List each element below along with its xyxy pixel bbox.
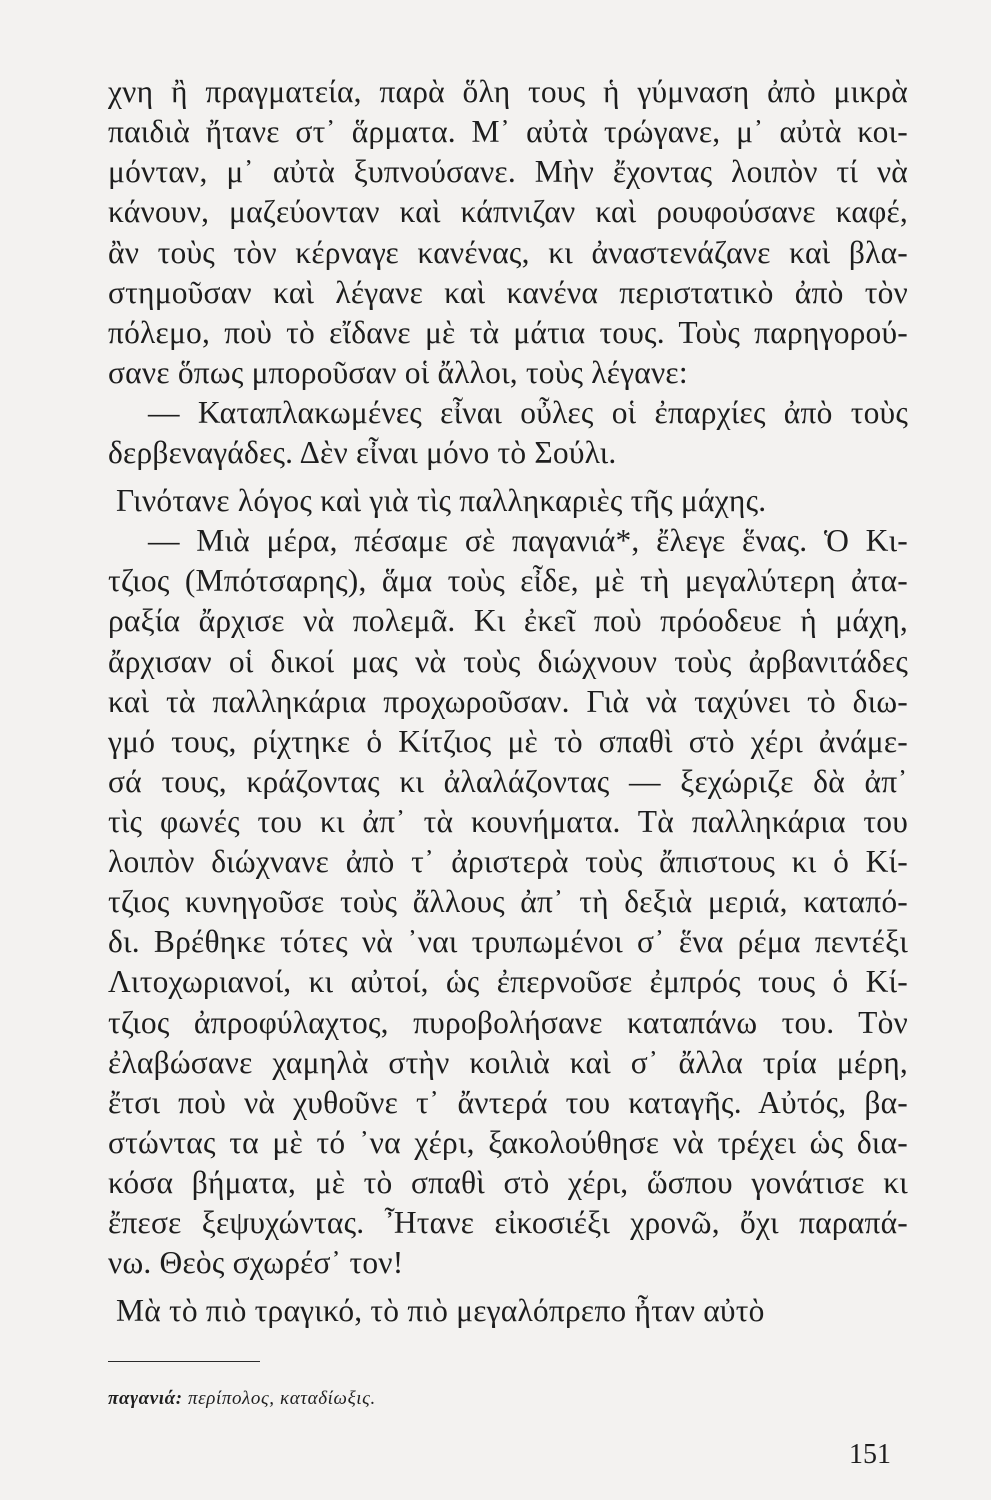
text-line: ἔτσι ποὺ νὰ χυθοῦνε τ᾿ ἄντερά του καταγῆς. Αὐτός, βα-	[108, 1085, 908, 1120]
text-line: σανε ὅπως μποροῦσαν οἱ ἄλλοι, τοὺς λέγανε:	[108, 355, 688, 390]
text-line: Μὰ τὸ πιὸ τραγικό, τὸ πιὸ μεγαλόπρεπο ἦταν αὐτὸ	[116, 1293, 765, 1328]
page-number: 151	[849, 1439, 891, 1470]
text-line: κάνουν, μαζεύονταν καὶ κάπνιζαν καὶ ρουφούσανε καφέ,	[108, 194, 908, 229]
footnote-definition: περίπολος, καταδίωξις.	[188, 1388, 376, 1409]
text-line: λοιπὸν διώχνανε ἀπὸ τ᾿ ἀριστερὰ τοὺς ἄπιστους κι ὁ Κί-	[108, 844, 908, 879]
text-line: γμό τους, ρίχτηκε ὁ Κίτζιος μὲ τὸ σπαθὶ στὸ χέρι ἀνάμε-	[108, 724, 908, 759]
text-line: ἐλαβώσανε χαμηλὰ στὴν κοιλιὰ καὶ σ᾿ ἄλλα τρία μέρη,	[108, 1045, 908, 1080]
text-line: δι. Βρέθηκε τότες νὰ ᾿ναι τρυπωμένοι σ᾿ ἕνα ρέμα πεντέξι	[108, 924, 908, 959]
text-line: στώντας τα μὲ τό ᾿να χέρι, ξακολούθησε νὰ τρέχει ὡς δια-	[108, 1125, 908, 1160]
text-line: τζιος (Μπότσαρης), ἅμα τοὺς εἶδε, μὲ τὴ μεγαλύτερη ἀτα-	[108, 563, 908, 598]
text-line: — Καταπλακωμένες εἶναι οὖλες οἱ ἐπαρχίες ἀπὸ τοὺς	[148, 395, 908, 430]
text-line: τζιος ἀπροφύλαχτος, πυροβολήσανε καταπάνω του. Τὸν	[108, 1005, 908, 1040]
text-line: σά τους, κράζοντας κι ἀλαλάζοντας — ξεχώριζε δὰ ἀπ᾿	[108, 764, 908, 799]
footnote-term: παγανιά:	[108, 1388, 183, 1409]
footnote	[108, 1387, 376, 1411]
text-line: δερβεναγάδες. Δὲν εἶναι μόνο τὸ Σούλι.	[108, 435, 617, 470]
text-line: στημοῦσαν καὶ λέγανε καὶ κανένα περιστατικὸ ἀπὸ τὸν	[108, 275, 908, 310]
text-line: παιδιὰ ἤτανε στ᾿ ἅρματα. Μ᾿ αὐτὰ τρώγανε, μ᾿ αὐτὰ κοι-	[108, 114, 908, 149]
text-line: χνη ἢ πραγματεία, παρὰ ὅλη τους ἡ γύμναση ἀπὸ μικρὰ	[108, 74, 908, 109]
text-line: μόνταν, μ᾿ αὐτὰ ξυπνούσανε. Μὴν ἔχοντας λοιπὸν τί νὰ	[108, 154, 908, 189]
text-line: ἄρχισαν οἱ δικοί μας νὰ τοὺς διώχνουν τοὺς ἀρβανιτάδες	[108, 644, 908, 679]
text-line: Γινότανε λόγος καὶ γιὰ τὶς παλληκαριὲς τῆς μάχης.	[116, 483, 767, 518]
text-line: πόλεμο, ποὺ τὸ εἴδανε μὲ τὰ μάτια τους. Τοὺς παρηγορού-	[108, 315, 908, 350]
text-line: καὶ τὰ παλληκάρια προχωροῦσαν. Γιὰ νὰ ταχύνει τὸ διω-	[108, 684, 908, 719]
text-line: ραξία ἄρχισε νὰ πολεμᾶ. Κι ἐκεῖ ποὺ πρόοδευε ἡ μάχη,	[108, 603, 908, 638]
text-line: — Μιὰ μέρα, πέσαμε σὲ παγανιά*, ἔλεγε ἕνας. Ὁ Κι-	[148, 523, 908, 558]
footnote-separator	[108, 1361, 260, 1362]
text-line: νω. Θεὸς σχωρέσ᾿ τον!	[108, 1245, 404, 1280]
text-line: Λιτοχωριανοί, κι αὐτοί, ὡς ἐπερνοῦσε ἐμπρός τους ὁ Κί-	[108, 964, 908, 999]
text-line: τὶς φωνές του κι ἀπ᾿ τὰ κουνήματα. Τὰ παλληκάρια του	[108, 804, 908, 839]
text-line: κόσα βήματα, μὲ τὸ σπαθὶ στὸ χέρι, ὥσπου γονάτισε κι	[108, 1165, 908, 1200]
text-line: τζιος κυνηγοῦσε τοὺς ἄλλους ἀπ᾿ τὴ δεξιὰ μεριά, καταπό-	[108, 884, 908, 919]
text-line: ἂν τοὺς τὸν κέρναγε κανένας, κι ἀναστενάζανε καὶ βλα-	[108, 235, 908, 270]
text-line: ἔπεσε ξεψυχώντας. Ἦτανε εἰκοσιέξι χρονῶ, ὄχι παραπά-	[108, 1205, 908, 1240]
